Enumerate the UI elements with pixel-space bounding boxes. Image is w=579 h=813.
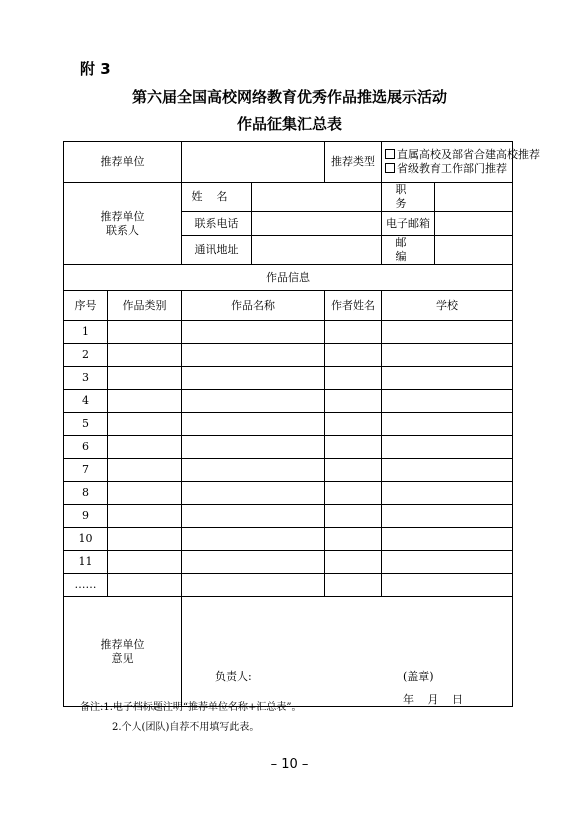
author-cell[interactable]: [325, 574, 382, 597]
table-row: [64, 436, 513, 459]
school-cell[interactable]: [382, 505, 513, 528]
table-row: [64, 551, 513, 574]
form-title: 第六届全国高校网络教育优秀作品推选展示活动: [131, 88, 447, 106]
seal-label: (盖章): [403, 670, 434, 683]
category-cell[interactable]: [108, 436, 182, 459]
title-cell[interactable]: [182, 390, 325, 413]
author-cell[interactable]: [325, 321, 382, 344]
position-field[interactable]: [435, 183, 513, 212]
table-row: [64, 459, 513, 482]
school-cell[interactable]: [382, 459, 513, 482]
note-line-2: 2.个人(团队)自荐不用填写此表。: [112, 722, 260, 733]
contact-label: [64, 183, 182, 265]
school-cell[interactable]: [382, 367, 513, 390]
row-number: 3: [64, 367, 108, 390]
postcode-field[interactable]: [435, 236, 513, 265]
type-option-direct-label: 直属高校及部省合建高校推荐: [397, 148, 540, 161]
school-cell[interactable]: [382, 321, 513, 344]
type-option-provincial-label: 省级教育工作部门推荐: [397, 162, 507, 175]
table-row: [64, 321, 513, 344]
title-cell[interactable]: [182, 459, 325, 482]
type-option-provincial[interactable]: [385, 162, 509, 176]
table-row: [64, 390, 513, 413]
school-cell[interactable]: [382, 551, 513, 574]
type-option-direct[interactable]: [385, 148, 540, 162]
author-cell[interactable]: [325, 436, 382, 459]
works-info-header: 作品信息: [64, 265, 513, 291]
row-number: 9: [64, 505, 108, 528]
date-label: 年 月 日: [403, 693, 463, 706]
col-header-title: 作品名称: [182, 291, 325, 321]
opinion-label-line2: 意见: [111, 651, 134, 665]
row-number: ……: [64, 574, 108, 597]
title-cell[interactable]: [182, 505, 325, 528]
annex-label: 附 3: [80, 60, 111, 78]
col-header-school: 学校: [382, 291, 513, 321]
phone-field[interactable]: [252, 212, 382, 236]
category-cell[interactable]: [108, 505, 182, 528]
recommend-unit-label: 推荐单位: [64, 142, 182, 183]
row-number: 4: [64, 390, 108, 413]
signer-label: 负责人:: [215, 670, 252, 683]
author-cell[interactable]: [325, 482, 382, 505]
checkbox-icon[interactable]: [385, 149, 395, 159]
table-row: [64, 413, 513, 436]
recommend-unit-field[interactable]: [182, 142, 325, 183]
title-cell[interactable]: [182, 321, 325, 344]
checkbox-icon[interactable]: [385, 163, 395, 173]
title-cell[interactable]: [182, 344, 325, 367]
title-cell[interactable]: [182, 482, 325, 505]
row-number: 11: [64, 551, 108, 574]
row-number: 1: [64, 321, 108, 344]
title-cell[interactable]: [182, 367, 325, 390]
contact-label-line2: 联系人: [106, 223, 139, 237]
title-cell[interactable]: [182, 574, 325, 597]
school-cell[interactable]: [382, 574, 513, 597]
note-line-1: 备注:1.电子档标题注明“推荐单位名称+汇总表”。: [80, 702, 302, 713]
author-cell[interactable]: [325, 551, 382, 574]
author-cell[interactable]: [325, 505, 382, 528]
author-cell[interactable]: [325, 390, 382, 413]
author-cell[interactable]: [325, 367, 382, 390]
category-cell[interactable]: [108, 344, 182, 367]
opinion-label-line1: 推荐单位: [100, 637, 145, 651]
table-row: [64, 344, 513, 367]
name-field[interactable]: [252, 183, 382, 212]
author-cell[interactable]: [325, 413, 382, 436]
table-row: [64, 505, 513, 528]
address-field[interactable]: [252, 236, 382, 265]
title-cell[interactable]: [182, 551, 325, 574]
recommend-type-label: 推荐类型: [325, 142, 382, 183]
address-label: 通讯地址: [182, 236, 252, 265]
school-cell[interactable]: [382, 344, 513, 367]
category-cell[interactable]: [108, 321, 182, 344]
postcode-label: 邮编: [382, 236, 435, 265]
name-label: 姓名: [182, 183, 252, 212]
category-cell[interactable]: [108, 413, 182, 436]
title-cell[interactable]: [182, 413, 325, 436]
category-cell[interactable]: [108, 528, 182, 551]
row-number: 10: [64, 528, 108, 551]
position-label: 职务: [382, 183, 435, 212]
page-number: – 10 –: [270, 757, 309, 772]
row-number: 6: [64, 436, 108, 459]
title-cell[interactable]: [182, 436, 325, 459]
email-label: 电子邮箱: [382, 212, 435, 236]
school-cell[interactable]: [382, 413, 513, 436]
col-header-category: 作品类别: [108, 291, 182, 321]
col-header-index: 序号: [64, 291, 108, 321]
author-cell[interactable]: [325, 344, 382, 367]
school-cell[interactable]: [382, 482, 513, 505]
school-cell[interactable]: [382, 390, 513, 413]
opinion-label: [64, 597, 182, 707]
row-number: 5: [64, 413, 108, 436]
table-row: [64, 528, 513, 551]
school-cell[interactable]: [382, 528, 513, 551]
category-cell[interactable]: [108, 390, 182, 413]
row-number: 2: [64, 344, 108, 367]
works-collection-table: [63, 141, 540, 707]
author-cell[interactable]: [325, 459, 382, 482]
category-cell[interactable]: [108, 482, 182, 505]
category-cell[interactable]: [108, 574, 182, 597]
table-row: [64, 574, 513, 597]
table-row: [64, 367, 513, 390]
author-cell[interactable]: [325, 528, 382, 551]
row-number: 8: [64, 482, 108, 505]
category-cell[interactable]: [108, 459, 182, 482]
contact-label-line1: 推荐单位: [100, 209, 145, 223]
category-cell[interactable]: [108, 551, 182, 574]
col-header-author: 作者姓名: [325, 291, 382, 321]
email-field[interactable]: [435, 212, 513, 236]
phone-label: 联系电话: [182, 212, 252, 236]
recommend-type-options: [382, 142, 540, 183]
form-subtitle: 作品征集汇总表: [236, 115, 342, 133]
opinion-field[interactable]: [182, 597, 513, 707]
row-number: 7: [64, 459, 108, 482]
school-cell[interactable]: [382, 436, 513, 459]
title-cell[interactable]: [182, 528, 325, 551]
category-cell[interactable]: [108, 367, 182, 390]
notes: [80, 698, 302, 738]
table-row: [64, 482, 513, 505]
